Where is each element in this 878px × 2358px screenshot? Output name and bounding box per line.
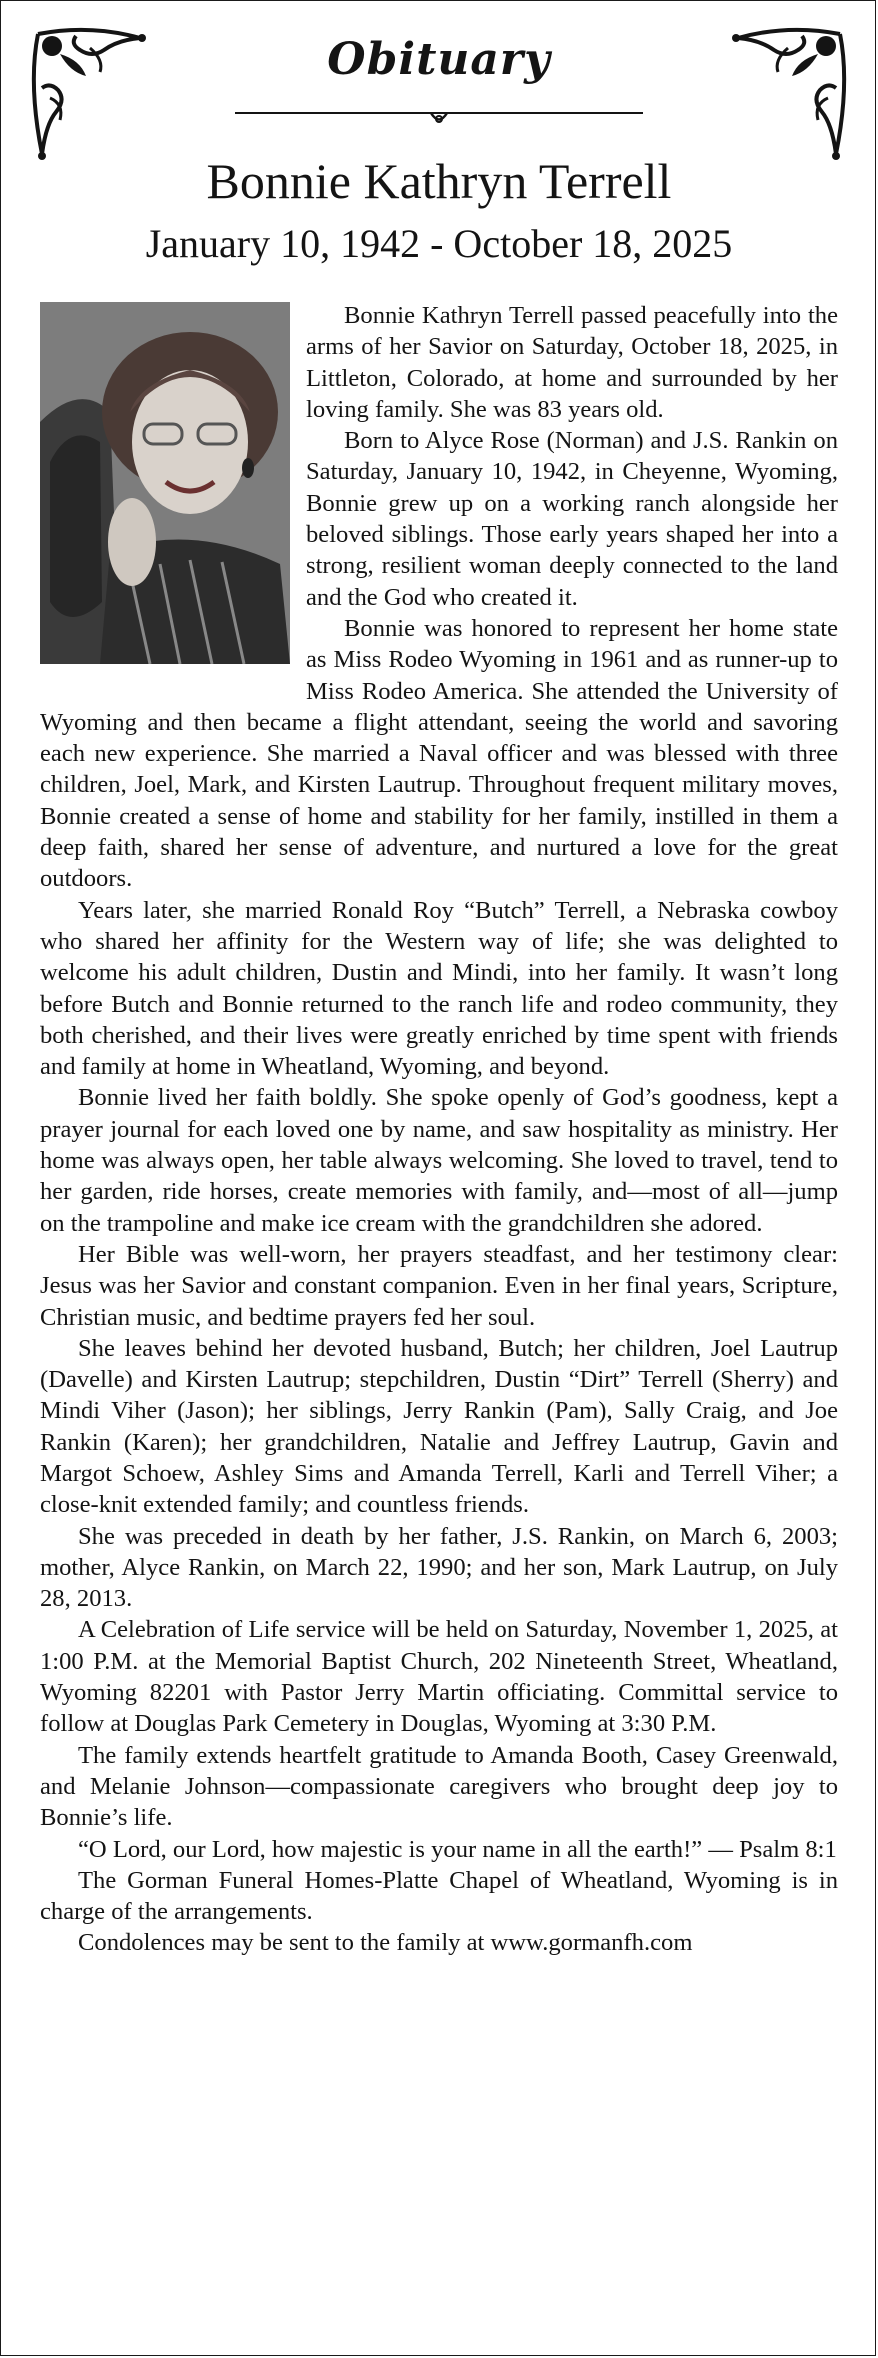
condolences-line: Condolences may be sent to the family at www.gormanfh.com xyxy=(78,1929,693,1957)
obituary-heading xyxy=(0,34,878,85)
section-title: Obituary xyxy=(327,34,551,85)
photo-spacer xyxy=(40,300,306,694)
deceased-name: Bonnie Kathryn Terrell xyxy=(206,153,672,209)
paragraph: Her Bible was well-worn, her prayers steadfast, and her testimony clear: Jesus was her Savior and constant companion. Even in her final years, Scripture, Christian music, and bedtime prayers fed her soul. xyxy=(40,1240,838,1331)
paragraph: The Gorman Funeral Homes-Platte Chapel of Wheatland, Wyoming is in charge of the arrangements. xyxy=(40,1866,838,1926)
paragraph: Years later, she married Ronald Roy “Butch” Terrell, a Nebraska cowboy who shared her affinity for the Western way of life; she was delighted to welcome his adult children, Dustin and Mindi, into her family. It wasn’t long before Butch and Bonnie returned to the ranch life and rodeo community, they both cherished, and their lives were greatly enriched by time spent with friends and family at home in Wheatland, Wyoming, and beyond. xyxy=(40,896,838,1081)
scripture-quote: “O Lord, our Lord, how majestic is your name in all the earth!” — Psalm 8:1 xyxy=(78,1835,837,1863)
obituary-body xyxy=(40,300,838,1959)
paragraph: The family extends heartfelt gratitude to Amanda Booth, Casey Greenwald, and Melanie Johnson—compassionate caregivers who brought deep joy to Bonnie’s life. xyxy=(40,1741,838,1832)
heading-divider-icon xyxy=(235,104,643,126)
paragraph: Bonnie Kathryn Terrell passed peacefully into the arms of her Savior on Saturday, October 18, 2025, in Littleton, Colorado, at home and surrounded by her loving family. She was 83 years old. xyxy=(306,302,838,423)
life-dates: January 10, 1942 - October 18, 2025 xyxy=(145,221,733,266)
paragraph: A Celebration of Life service will be held on Saturday, November 1, 2025, at 1:00 P.M. at the Memorial Baptist Church, 202 Nineteenth Street, Wheatland, Wyoming 82201 with Pastor Jerry Martin officiating. Committal service to follow at Douglas Park Cemetery in Douglas, Wyoming at 3:30 P.M. xyxy=(40,1616,838,1738)
paragraph: Bonnie was honored to represent her home state as Miss Rodeo Wyoming in 1961 and as runner-up to Miss Rodeo America. She attended the University of Wyoming and then became a flight attendant, seeing the world and savoring each new experience. She married a Naval officer and was blessed with three children, Joel, Mark, and Kirsten Lautrup. Throughout frequent military moves, Bonnie created a sense of home and stability for her family, instilled in them a deep faith, shared her sense of adventure, and nurtured a love for the great outdoors. xyxy=(40,614,838,893)
paragraph: She leaves behind her devoted husband, Butch; her children, Joel Lautrup (Davelle) and Kirsten Lautrup; stepchildren, Dustin “Dirt” Terrell (Sherry) and Mindi Viher (Jason); her siblings, Jerry Rankin (Pam), Sally Craig, and Joe Rankin (Karen); her grandchildren, Natalie and Jeffrey Lautrup, Gavin and Margot Schoew, Ashley Sims and Amanda Terrell, Karli and Terrell Viher; a close-knit extended family; and countless friends. xyxy=(40,1334,838,1519)
paragraph: She was preceded in death by her father, J.S. Rankin, on March 6, 2003; mother, Alyce Rankin, on March 22, 1990; and her son, Mark Lautrup, on July 28, 2013. xyxy=(40,1522,838,1613)
paragraph: Born to Alyce Rose (Norman) and J.S. Rankin on Saturday, January 10, 1942, in Cheyenne, Wyoming, Bonnie grew up on a working ranch alongside her beloved siblings. Those early years shaped her into a strong, resilient woman deeply connected to the land and the God who created it. xyxy=(306,427,838,611)
paragraph: Bonnie lived her faith boldly. She spoke openly of God’s goodness, kept a prayer journal for each loved one by name, and saw hospitality as ministry. Her home was always open, her table always welcoming. She loved to travel, tend to her garden, ride horses, create memories with family, and—most of all—jump on the trampoline and make ice cream with the grandchildren she adored. xyxy=(40,1084,838,1237)
